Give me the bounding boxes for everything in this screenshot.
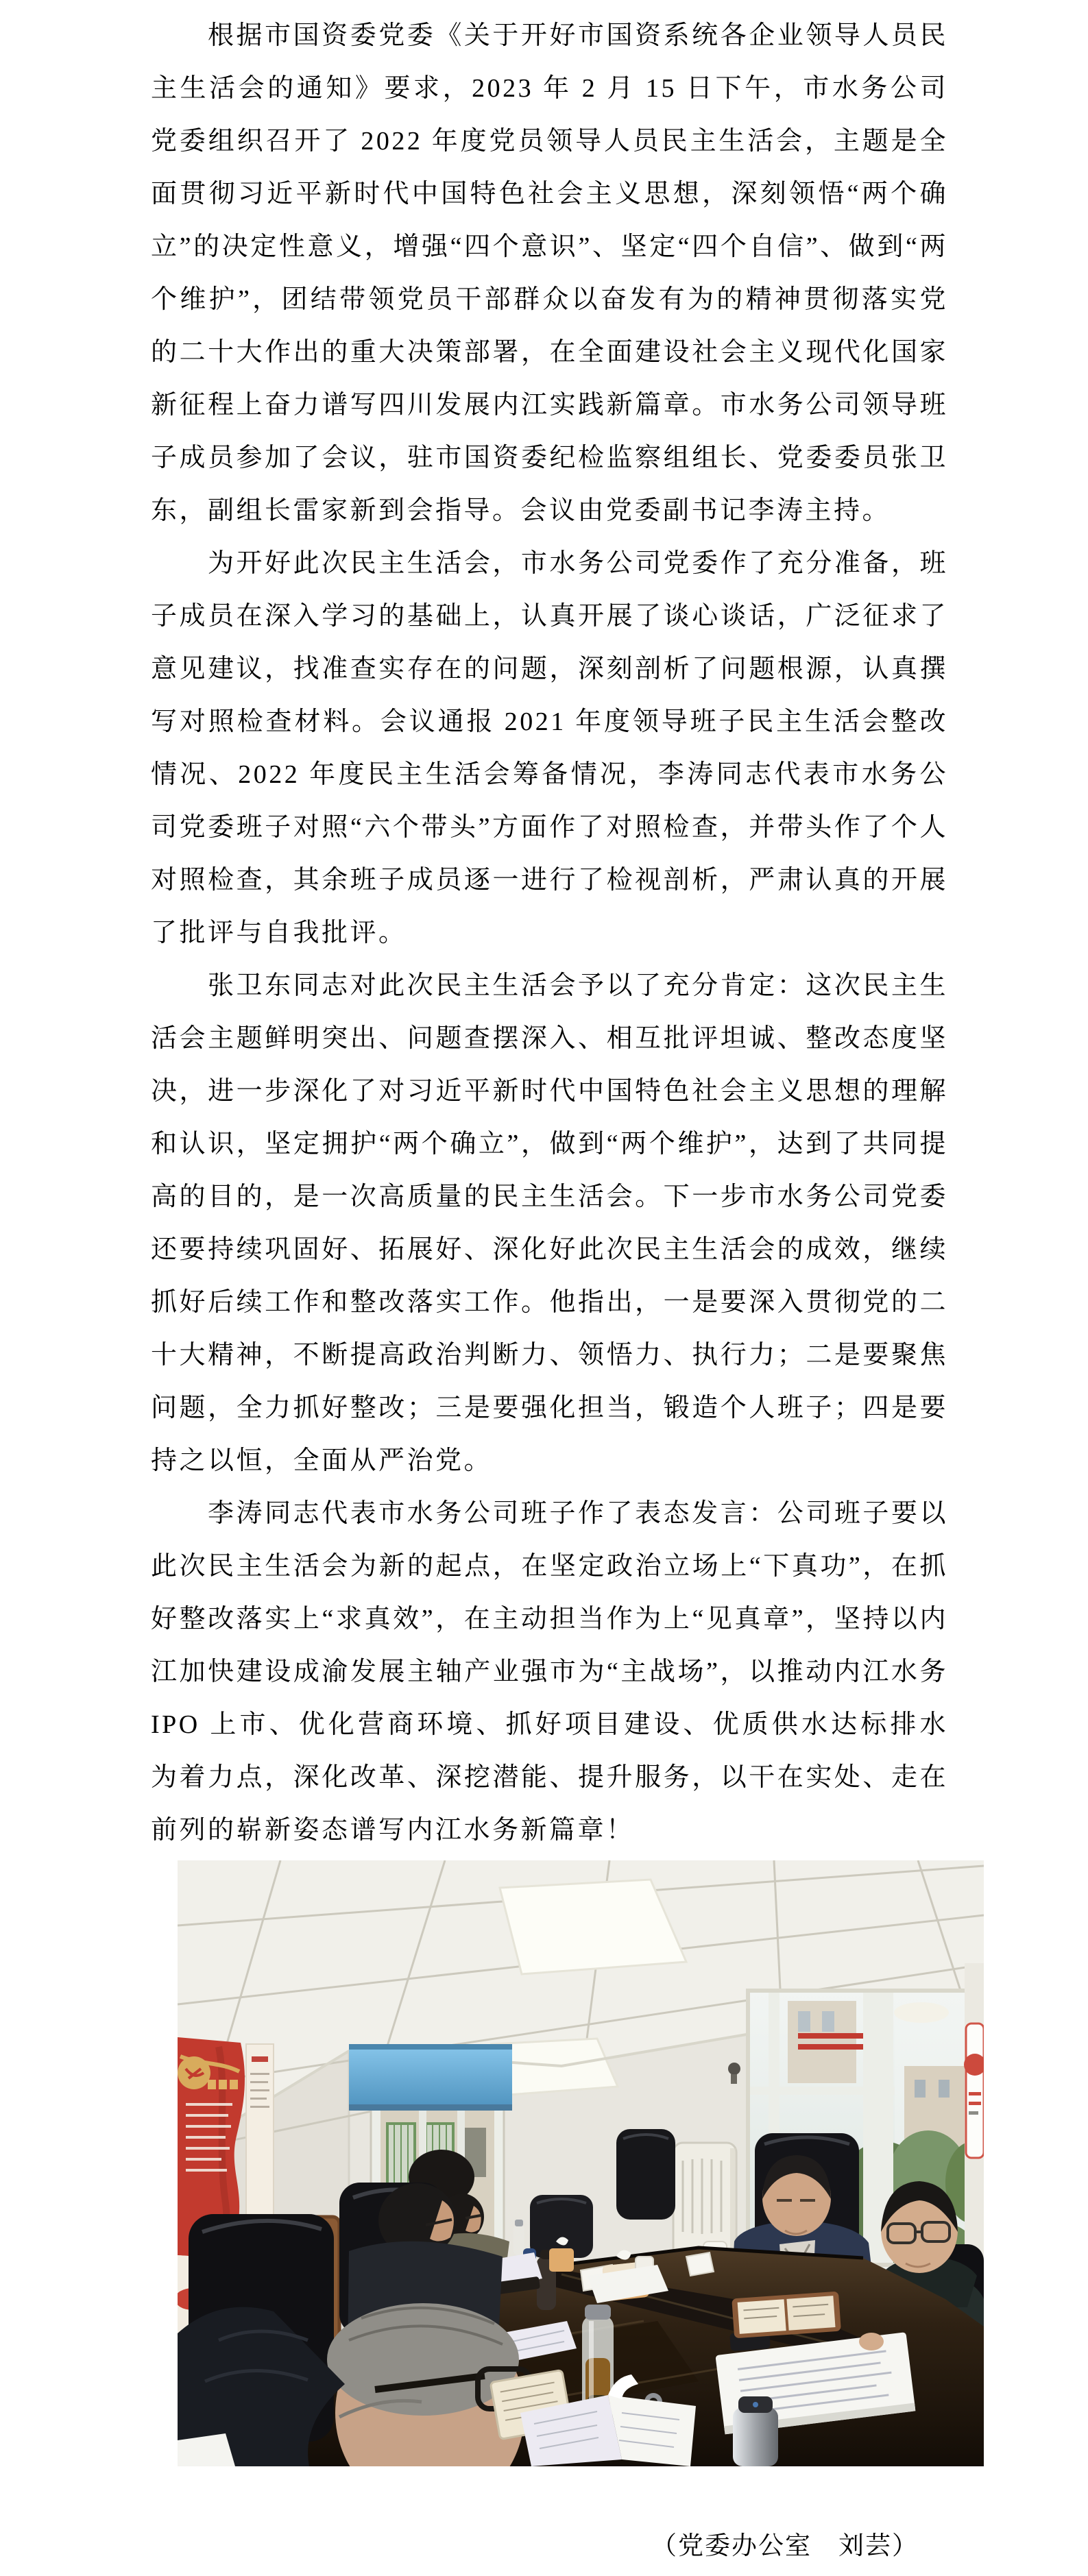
paragraph-1: 根据市国资委党委《关于开好市国资系统各企业领导人员民主生活会的通知》要求，2023 年 2 月 15 日下午，市水务公司党委组织召开了 2022 年度党员领导人员民主生活会，主题是全面贯彻习近平新时代中国特色社会主义思想，深刻领悟“两个确立”的决定性意义，增强“四个意识”、坚定“四个自信”、做到“两个维护”，团结带领党员干部群众以奋发有为的精神贯彻落实党的二十大作出的重大决策部署，在全面建设社会主义现代化国家新征程上奋力谱写四川发展内江实践新篇章。市水务公司领导班子成员参加了会议，驻市国资委纪检监察组组长、党委委员张卫东，副组长雷家新到会指导。会议由党委副书记李涛主持。	[151, 21, 948, 525]
white-bottle	[513, 2225, 524, 2255]
paragraph-2: 为开好此次民主生活会，市水务公司党委作了充分准备，班子成员在深入学习的基础上，认真开展了谈心谈话，广泛征求了意见建议，找准查实存在的问题，深刻剖析了问题根源，认真撰写对照检查材料。会议通报 2021 年度领导班子民主生活会整改情况、2022 年度民主生活会筹备情况，李涛同志代表市水务公司党委班子对照“六个带头”方面作了对照检查，并带头作了个人对照检查，其余班子成员逐一进行了检视剖析，严肃认真的开展了批评与自我批评。	[151, 549, 948, 947]
name-card	[686, 2252, 714, 2276]
signature: （党委办公室 刘芸）	[651, 2532, 919, 2560]
notebook-open	[732, 2292, 841, 2339]
roller-blind	[349, 2050, 512, 2109]
paragraph-4: 李涛同志代表市水务公司班子作了表态发言：公司班子要以此次民主生活会为新的起点，在坚定政治立场上“下真功”，在抓好整改落实上“求真效”，在主动担当作为上“见真章”，坚持以内江加快建设成渝发展主轴产业强市为“主战场”，以推动内江水务 IPO 上市、优化营商环境、抓好项目建设、优质供水达标排水为着力点，深化改革、深挖潜能、提升服务，以干在实处、走在前列的崭新姿态谱写内江水务新篇章！	[151, 1499, 948, 1845]
meeting-photo	[178, 1860, 984, 2466]
article-body	[151, 10, 948, 1857]
steel-thermos	[733, 2396, 778, 2466]
paragraph-3: 张卫东同志对此次民主生活会予以了充分肯定：这次民主生活会主题鲜明突出、问题查摆深入、相互批评坦诚、整改态度坚决，进一步深化了对习近平新时代中国特色社会主义思想的理解和认识，坚定拥护“两个确立”，做到“两个维护”，达到了共同提高的目的，是一次高质量的民主生活会。下一步市水务公司党委还要持续巩固好、拓展好、深化好此次民主生活会的成效，继续抓好后续工作和整改落实工作。他指出，一是要深入贯彻党的二十大精神，不断提高政治判断力、领悟力、执行力；二是要聚焦问题，全力抓好整改；三是要强化担当，锻造个人班子；四是要持之以恒，全面从严治党。	[151, 971, 948, 1475]
